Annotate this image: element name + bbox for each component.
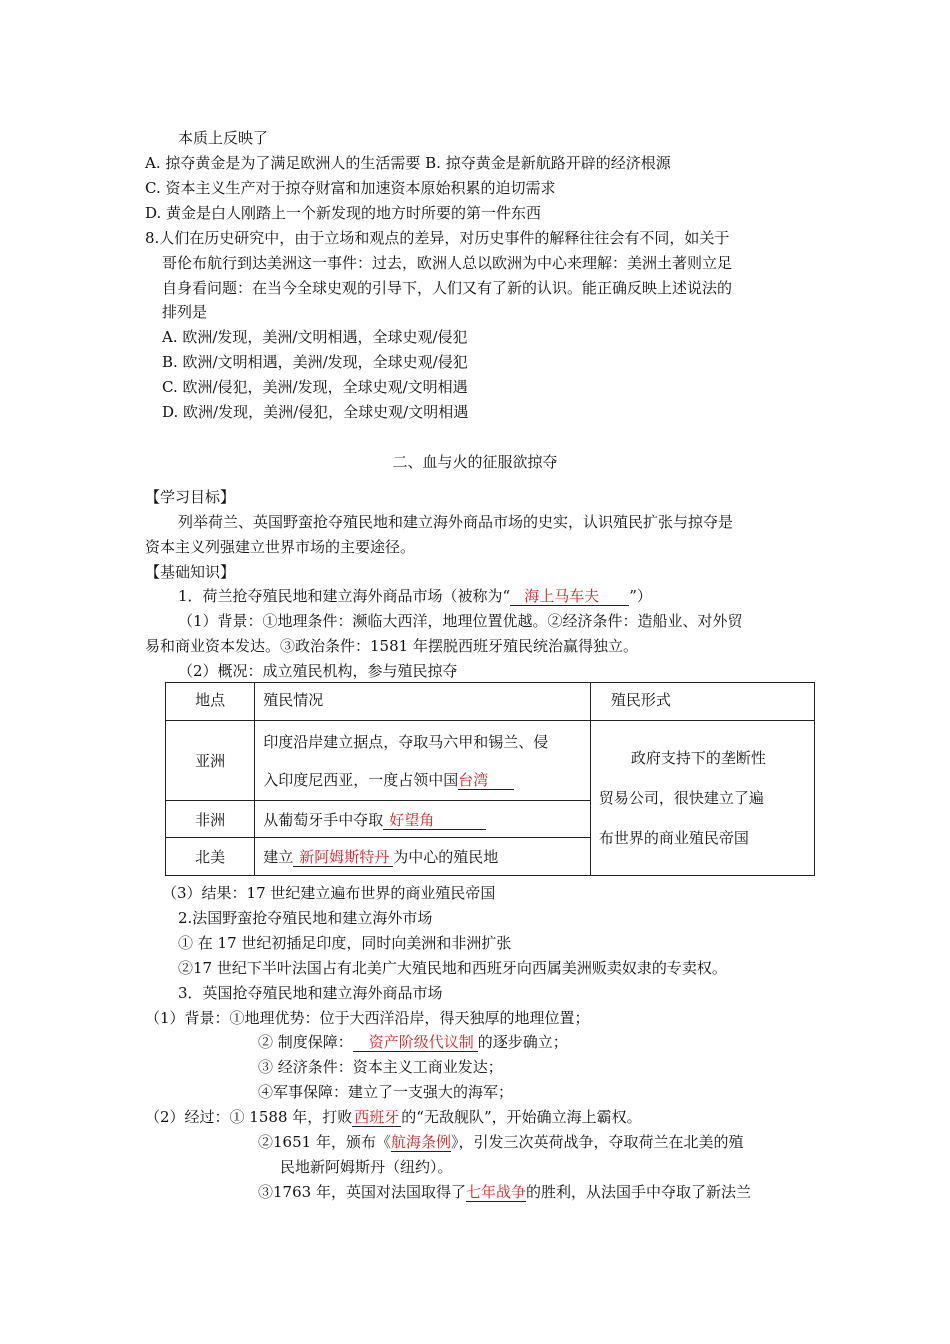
q7-option-ab: A. 掠夺黄金是为了满足欧洲人的生活需要 B. 掠夺黄金是新航路开辟的经济根源 bbox=[145, 154, 671, 172]
q7-option-c: C. 资本主义生产对于掠夺财富和加速资本原始积累的迫切需求 bbox=[145, 179, 556, 197]
q8-stem-line3: 自身看问题：在当今全球史观的引导下，人们又有了新的认识。能正确反映上述说法的 bbox=[162, 279, 733, 297]
britain-p2-pre: ②1651 年，颁布《 bbox=[258, 1133, 391, 1151]
africa-answer: 好望角 bbox=[389, 810, 435, 829]
q8-stem-line4: 排列是 bbox=[162, 303, 208, 321]
na-situation bbox=[255, 838, 591, 876]
britain-process2-line2: 民地新阿姆斯丹（纽约）。 bbox=[280, 1158, 453, 1176]
britain-bg2-post: 的逐步确立； bbox=[477, 1033, 568, 1051]
britain-p1-answer: 西班牙 bbox=[354, 1108, 400, 1126]
britain-p2-blank bbox=[391, 1133, 451, 1152]
q8-option-b: B. 欧洲/文明相遇，美洲/发现，全球史观/侵犯 bbox=[162, 353, 468, 371]
britain-heading: 3．英国抢夺殖民地和建立海外商品市场 bbox=[178, 984, 443, 1002]
form-line1: 政府支持下的垄断性 bbox=[630, 749, 766, 767]
britain-p3-answer: 七年战争 bbox=[465, 1183, 526, 1201]
q8-option-a: A. 欧洲/发现，美洲/文明相遇，全球史观/侵犯 bbox=[162, 328, 468, 346]
france-item2: ②17 世纪下半叶法国占有北美广大殖民地和西班牙向西属美洲贩卖奴隶的专卖权。 bbox=[178, 959, 727, 977]
dutch-background-line2: 易和商业资本发达。③政治条件：1581 年摆脱西班牙殖民统治赢得独立。 bbox=[145, 637, 638, 655]
britain-p1-pre: （2）经过：① 1588 年，打败 bbox=[145, 1108, 353, 1126]
britain-background1: （1）背景：①地理优势：位于大西洋沿岸，得天独厚的地理位置； bbox=[145, 1009, 590, 1027]
britain-process1 bbox=[145, 1107, 642, 1127]
britain-background4: ④军事保障：建立了一支强大的海军； bbox=[258, 1083, 514, 1101]
france-heading: 2.法国野蛮抢夺殖民地和建立海外市场 bbox=[178, 909, 433, 927]
q7-option-d: D. 黄金是白人刚踏上一个新发现的地方时所要的第一件东西 bbox=[145, 204, 542, 222]
britain-background3: ③ 经济条件：资本主义工商业发达； bbox=[258, 1058, 503, 1076]
britain-bg2-answer: 资产阶级代议制 bbox=[368, 1033, 474, 1051]
q8-option-d: D. 欧洲/发现，美洲/侵犯，全球史观/文明相遇 bbox=[162, 403, 469, 421]
dutch-heading-pre: 1．荷兰抢夺殖民地和建立海外商品市场（被称为“ bbox=[178, 587, 511, 605]
region-asia: 亚洲 bbox=[166, 721, 255, 801]
na-pre: 建立 bbox=[263, 848, 294, 866]
britain-p2-answer: 航海条例 bbox=[390, 1133, 451, 1151]
na-answer: 新阿姆斯特丹 bbox=[299, 848, 390, 866]
africa-situation bbox=[255, 801, 591, 838]
britain-background2 bbox=[258, 1032, 568, 1052]
asia-line2 bbox=[263, 761, 582, 799]
dutch-overview: （2）概况：成立殖民机构，参与殖民掠夺 bbox=[178, 662, 458, 680]
goals-header: 【学习目标】 bbox=[145, 488, 236, 506]
dutch-background-line1: （1）背景：①地理条件：濒临大西洋，地理位置优越。②经济条件：造船业、对外贸 bbox=[178, 612, 743, 630]
table-header-place: 地点 bbox=[166, 683, 255, 721]
asia-line2-pre: 入印度尼西亚，一度占领中国 bbox=[263, 770, 459, 789]
dutch-heading-post: ”） bbox=[629, 587, 652, 605]
colony-form-cell bbox=[590, 721, 814, 876]
dutch-result: （3）结果：17 世纪建立遍布世界的商业殖民帝国 bbox=[162, 884, 496, 902]
britain-p3-blank bbox=[466, 1183, 526, 1202]
colony-table bbox=[165, 682, 815, 876]
q8-stem-line1: 8.人们在历史研究中，由于立场和观点的差异，对历史事件的解释往往会有不同，如关于 bbox=[145, 229, 730, 247]
table-row bbox=[166, 721, 815, 801]
asia-situation bbox=[255, 721, 591, 801]
dutch-heading bbox=[178, 586, 652, 606]
form-line2: 贸易公司，很快建立了遍 bbox=[598, 789, 764, 807]
goals-line1: 列举荷兰、英国野蛮抢夺殖民地和建立海外商品市场的史实，认识殖民扩张与掠夺是 bbox=[178, 513, 734, 531]
asia-answer: 台湾 bbox=[458, 770, 489, 789]
table-header-row bbox=[166, 683, 815, 721]
q8-stem-line2: 哥伦布航行到达美洲这一事件：过去，欧洲人总以欧洲为中心来理解：美洲土著则立足 bbox=[162, 254, 733, 272]
britain-p3-pre: ③1763 年，英国对法国取得了 bbox=[258, 1183, 466, 1201]
dutch-heading-answer: 海上马车夫 bbox=[524, 587, 600, 605]
britain-p2-post: 》，引发三次英荷战争，夺取荷兰在北美的殖 bbox=[450, 1133, 744, 1151]
form-line3: 布世界的商业殖民帝国 bbox=[598, 829, 749, 847]
section-title: 二、血与火的征服欲掠夺 bbox=[392, 453, 558, 471]
africa-blank bbox=[383, 811, 486, 830]
na-blank bbox=[293, 848, 393, 867]
britain-p3-post: 的胜利，从法国手中夺取了新法兰 bbox=[525, 1183, 751, 1201]
britain-p1-post: 的“无敌舰队”，开始确立海上霸权。 bbox=[401, 1108, 642, 1126]
france-item1: ① 在 17 世纪初插足印度，同时向美洲和非洲扩张 bbox=[178, 934, 512, 952]
britain-process2 bbox=[258, 1132, 743, 1152]
table-header-situation: 殖民情况 bbox=[255, 683, 591, 721]
na-post: 为中心的殖民地 bbox=[393, 848, 499, 866]
africa-pre: 从葡萄牙手中夺取 bbox=[263, 810, 384, 829]
table-header-form: 殖民形式 bbox=[590, 683, 814, 721]
britain-process3 bbox=[258, 1182, 751, 1202]
goals-line2: 资本主义列强建立世界市场的主要途径。 bbox=[145, 538, 416, 556]
asia-blank bbox=[458, 771, 514, 790]
q7-stem-end: 本质上反映了 bbox=[178, 129, 269, 147]
britain-p1-blank bbox=[352, 1108, 401, 1127]
dutch-heading-blank bbox=[510, 587, 629, 606]
region-africa: 非洲 bbox=[166, 801, 255, 838]
britain-bg2-blank bbox=[353, 1033, 478, 1052]
region-north-america: 北美 bbox=[166, 838, 255, 876]
asia-line1: 印度沿岸建立据点，夺取马六甲和锡兰、侵 bbox=[263, 732, 549, 751]
q8-option-c: C. 欧洲/侵犯，美洲/发现，全球史观/文明相遇 bbox=[162, 378, 468, 396]
britain-bg2-pre: ② 制度保障： bbox=[258, 1033, 353, 1051]
basics-header: 【基础知识】 bbox=[145, 563, 236, 581]
